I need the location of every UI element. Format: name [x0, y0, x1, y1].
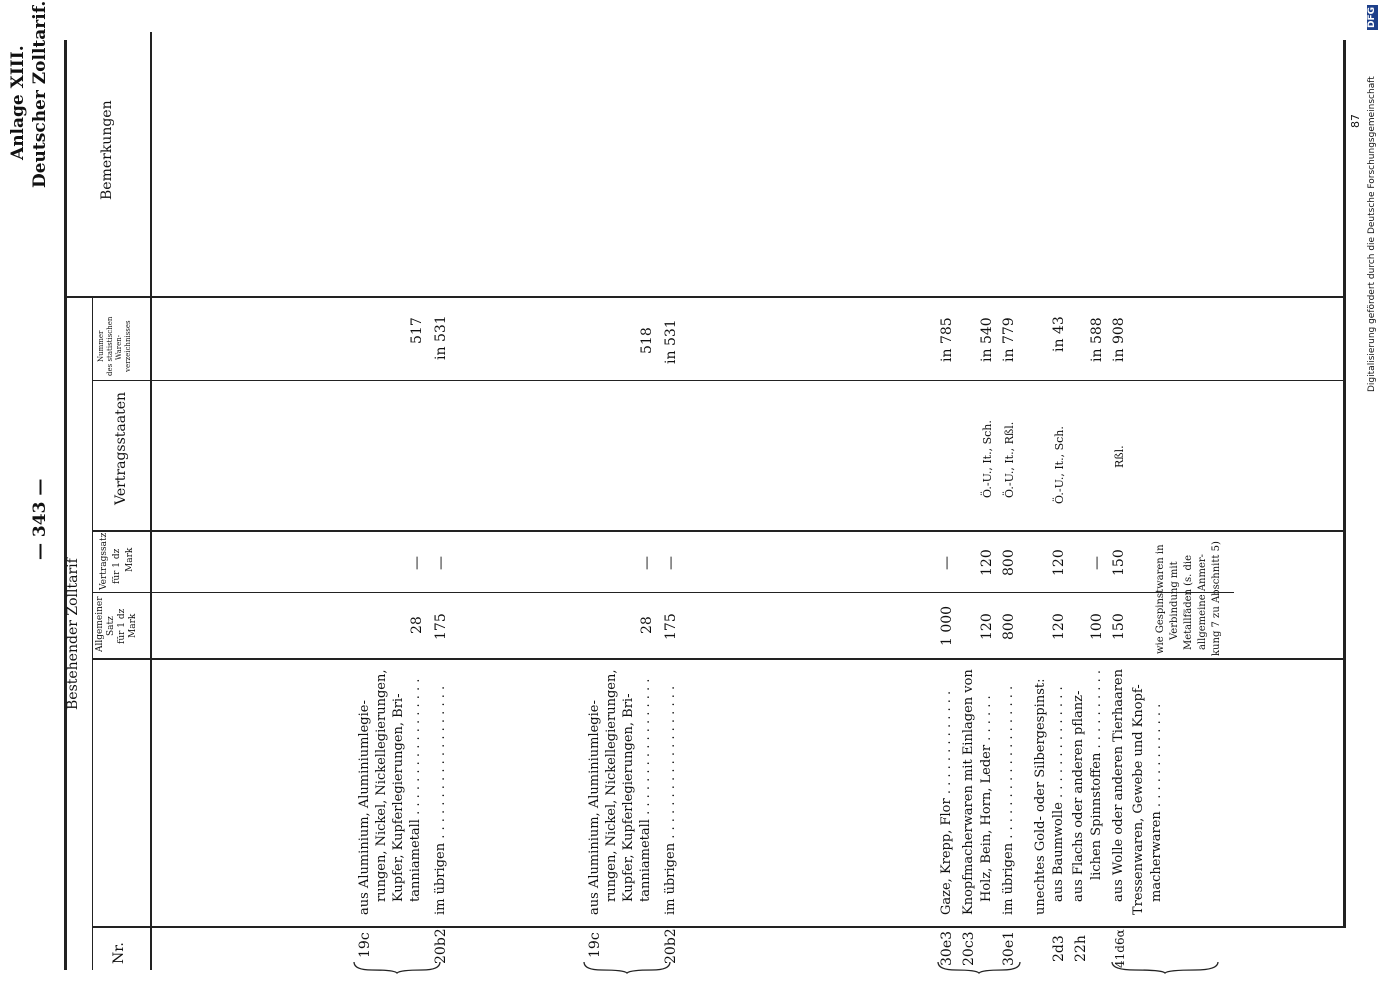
column-header-treaty-rate-1: Vertragssatz	[99, 532, 109, 590]
row-1-desc-line-2: rungen, Nickel, Nickellegierungen,	[374, 669, 389, 902]
row-11-treaty-states: Rßl.	[1113, 445, 1126, 468]
row-8-desc: unechtes Gold- oder Silbergespinst:	[1033, 678, 1048, 915]
row-6-stat-number: in 540	[979, 317, 995, 362]
row-12-desc-line-1: Tressenwaren, Gewebe und Knopf-	[1131, 684, 1146, 915]
column-header-stat-number-3: Waren-	[115, 334, 123, 360]
row-3-desc-line-4: tanniametall . . . . . . . . . . . . . . . . .	[638, 678, 653, 902]
row-4-general-rate: 175	[663, 613, 679, 640]
row-9-treaty-states: Ö.-U., It., Sch.	[1053, 426, 1066, 504]
row-1-treaty-rate: —	[409, 556, 425, 570]
rule-col-treaty-states	[92, 530, 1345, 532]
row-10-desc-line-1: aus Flachs oder anderen pflanz-	[1071, 690, 1086, 902]
row-3-desc-line-1: aus Aluminium, Aluminiumlegie-	[587, 700, 602, 915]
row-9-stat-number: in 43	[1051, 316, 1067, 352]
row-1-general-rate: 28	[409, 616, 425, 634]
column-header-general-rate-3: für 1 dz	[117, 608, 127, 644]
row-5-desc: Gaze, Krepp, Flor . . . . . . . . . . . . .	[939, 690, 954, 915]
row-9-general-rate: 120	[1051, 613, 1067, 640]
row-3-desc-line-2: rungen, Nickel, Nickellegierungen,	[604, 669, 619, 902]
row-4-desc: im übrigen . . . . . . . . . . . . . . . . . . .	[663, 685, 678, 915]
row-11-treaty-rate: 150	[1111, 549, 1127, 576]
annex-subtitle: Deutscher Zolltarif.	[30, 0, 50, 188]
row-4-stat-number: in 531	[663, 319, 679, 364]
column-header-stat-number-4: verzeichnisses	[124, 320, 132, 372]
row-3-treaty-rate: —	[639, 556, 655, 570]
column-header-remarks: Bemerkungen	[99, 100, 115, 200]
row-5-general-rate: 1 000	[939, 605, 955, 646]
row-7-treaty-rate: 800	[1001, 549, 1017, 576]
row-1-nr: 19c	[357, 932, 373, 958]
row-12-note-line-2: Verbindung mit	[1169, 561, 1180, 640]
brace-group-4	[1110, 960, 1220, 974]
row-5-stat-number: in 785	[939, 317, 955, 362]
row-7-general-rate: 800	[1001, 613, 1017, 640]
rule-col-desc-general	[92, 658, 1345, 660]
row-10-treaty-rate: —	[1089, 556, 1105, 570]
brace-group-1	[352, 960, 442, 974]
row-6-treaty-states: Ö.-U., It., Sch.	[981, 420, 994, 498]
row-3-general-rate: 28	[639, 616, 655, 634]
brace-group-2	[582, 960, 672, 974]
column-header-treaty-rate-2: für 1 dz	[112, 548, 122, 584]
row-11-stat-number: in 908	[1111, 317, 1127, 362]
brace-group-3	[936, 960, 1022, 974]
group-header-existing-tariff: Bestehender Zolltarif	[65, 558, 81, 710]
row-12-note-line-1: wie Gespinstwaren in	[1155, 544, 1166, 654]
row-1-stat-number: 517	[409, 317, 425, 344]
row-12-desc-line-2: macherwaren . . . . . . . . . . . . .	[1149, 703, 1164, 902]
row-3-desc-line-3: Kupfer, Kupferlegierungen, Bri-	[621, 693, 636, 902]
row-7-nr: 30e1	[1001, 930, 1017, 966]
rule-bottom	[92, 926, 1345, 928]
row-10-general-rate: 100	[1089, 613, 1105, 640]
page-number: — 343 —	[30, 478, 50, 560]
row-3-nr: 19c	[587, 932, 603, 958]
row-7-desc: im übrigen . . . . . . . . . . . . . . . . . . .	[1001, 685, 1016, 915]
row-9-desc: aus Baumwolle . . . . . . . . . . . . . .	[1051, 686, 1066, 902]
column-header-general-rate-1: Allgemeiner	[95, 596, 105, 652]
row-4-treaty-rate: —	[663, 556, 679, 570]
row-10-stat-number: in 588	[1089, 317, 1105, 362]
row-12-note-line-5: kung 7 zu Abschnitt 5)	[1211, 541, 1222, 656]
row-6-general-rate: 120	[979, 613, 995, 640]
row-10-desc-line-2: lichen Spinnstoffen . . . . . . . . . .	[1089, 670, 1104, 880]
row-6-treaty-rate: 120	[979, 549, 995, 576]
column-header-nr: Nr.	[111, 942, 127, 964]
row-5-treaty-rate: —	[939, 556, 955, 570]
digitization-credit: Digitalisierung gefördert durch die Deutsche Forschungsgemeinschaft	[1367, 76, 1377, 392]
column-header-treaty-states: Vertragsstaaten	[113, 391, 129, 505]
row-11-general-rate: 150	[1111, 613, 1127, 640]
row-2-nr: 20b2	[433, 928, 449, 964]
column-header-stat-number-1: Nummer	[97, 330, 105, 362]
row-10-nr: 22h	[1073, 935, 1089, 962]
row-5-nr: 30e3	[939, 930, 955, 966]
row-7-treaty-states: Ö.-U., It., Rßl.	[1003, 421, 1016, 498]
rule-right-outer	[1343, 40, 1346, 928]
row-2-stat-number: in 531	[433, 315, 449, 360]
rule-col-stat-remarks	[64, 296, 1345, 298]
row-12-note-line-4: allgemeine Anmer-	[1197, 553, 1208, 650]
row-6-desc-line-2: Holz, Bein, Horn, Leder . . . . . .	[979, 695, 994, 902]
row-9-nr: 2d3	[1051, 935, 1067, 962]
column-header-treaty-rate-3: Mark	[125, 547, 135, 572]
row-1-desc-line-1: aus Aluminium, Aluminiumlegie-	[357, 700, 372, 915]
row-12-note-line-3: Metallfäden (s. die	[1183, 554, 1194, 650]
row-1-desc-line-4: tanniametall . . . . . . . . . . . . . . . . .	[408, 678, 423, 902]
column-header-general-rate-4: Mark	[128, 613, 138, 638]
row-4-nr: 20b2	[663, 928, 679, 964]
row-3-stat-number: 518	[639, 327, 655, 354]
row-2-general-rate: 175	[433, 613, 449, 640]
row-9-treaty-rate: 120	[1051, 549, 1067, 576]
rule-col-states-stat	[92, 380, 1345, 381]
page-index: 87	[1349, 114, 1362, 128]
row-6-desc-line-1: Knopfmacherwaren mit Einlagen von	[961, 669, 976, 915]
column-header-general-rate-2: Satz	[106, 616, 116, 636]
row-7-stat-number: in 779	[1001, 317, 1017, 362]
annex-title: Anlage XIII.	[8, 45, 28, 160]
rule-group-header	[92, 296, 93, 970]
row-6-nr: 20c3	[961, 931, 977, 966]
row-2-desc: im übrigen . . . . . . . . . . . . . . . . . . .	[433, 685, 448, 915]
row-2-treaty-rate: —	[433, 556, 449, 570]
row-1-desc-line-3: Kupfer, Kupferlegierungen, Bri-	[391, 693, 406, 902]
rule-header-bottom	[150, 32, 152, 970]
rule-left-outer	[64, 40, 67, 970]
column-header-stat-number-2: des statistischen	[106, 316, 114, 376]
row-11-nr: 41d6α	[1113, 929, 1127, 968]
dfg-logo: DFG	[1367, 6, 1377, 28]
row-11-desc: aus Wolle oder anderen Tierhaaren	[1111, 668, 1126, 902]
rule-col-general-treaty	[92, 592, 1234, 593]
